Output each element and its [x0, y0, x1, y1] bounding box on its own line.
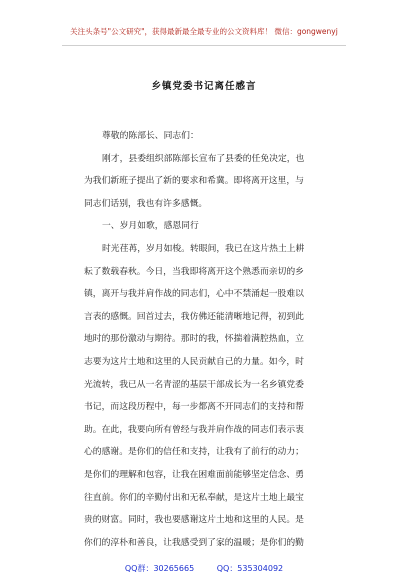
- body-line: 镇，离开与我并肩作战的同志们，心中不禁涌起一股难以: [84, 289, 304, 300]
- document-body: [84, 125, 334, 554]
- body-line: 贵的财富。同时，我也要感谢这片土地和这里的人民。是: [84, 515, 304, 526]
- body-line: 一、岁月如歌，感恩同行: [102, 221, 199, 232]
- body-line: 耘了数载春秋。今日，当我即将离开这个熟悉而亲切的乡: [84, 266, 304, 277]
- body-line: 尊敬的陈部长、同志们：: [102, 131, 199, 141]
- body-line: 言表的感慨。回首过去，我仿佛还能清晰地记得，初到此: [84, 311, 304, 322]
- body-line: 心的感谢。是你们的信任和支持，让我有了前行的动力；: [84, 447, 304, 458]
- body-line: 时光荏苒，岁月如梭。转眼间，我已在这片热土上耕: [102, 243, 305, 254]
- footer-qq-group: QQ群：30265665: [124, 564, 195, 573]
- promo-banner-text: 关注头条号"公文研究"，获得最新最全最专业的公文资料库！ 微信：gongwenyj: [70, 27, 338, 36]
- body-line: 是你们的理解和包容，让我在困难面前能够坚定信念、勇: [84, 469, 304, 480]
- body-line: 同志们话别，我也有许多感慨。: [84, 198, 208, 209]
- body-line: 书记，而这段历程中，每一步都离不开同志们的支持和帮: [84, 402, 304, 413]
- body-line: 助。在此，我要向所有曾经与我并肩作战的同志们表示衷: [84, 424, 304, 435]
- document-title: 乡镇党委书记离任感言: [151, 81, 257, 92]
- body-line: 刚才，县委组织部陈部长宣布了县委的任免决定，也: [102, 153, 305, 164]
- header-divider: [62, 45, 346, 46]
- footer-qq: QQ：535304092: [216, 564, 284, 573]
- footer-contact: [0, 563, 408, 574]
- body-line: 你们的淳朴和善良，让我感受到了家的温暖；是你们的勤: [84, 537, 304, 548]
- body-line: 往直前。你们的辛勤付出和无私奉献，是这片土地上最宝: [84, 492, 304, 503]
- body-line: 为我们新班子提出了新的要求和希冀。即将离开这里，与: [84, 176, 304, 187]
- body-line: 地时的那份激动与期待。那时的我，怀揣着满腔热血，立: [84, 334, 304, 345]
- body-line: 志要为这片土地和这里的人民贡献自己的力量。如今，时: [84, 356, 304, 367]
- body-line: 光流转，我已从一名青涩的基层干部成长为一名乡镇党委: [84, 379, 304, 390]
